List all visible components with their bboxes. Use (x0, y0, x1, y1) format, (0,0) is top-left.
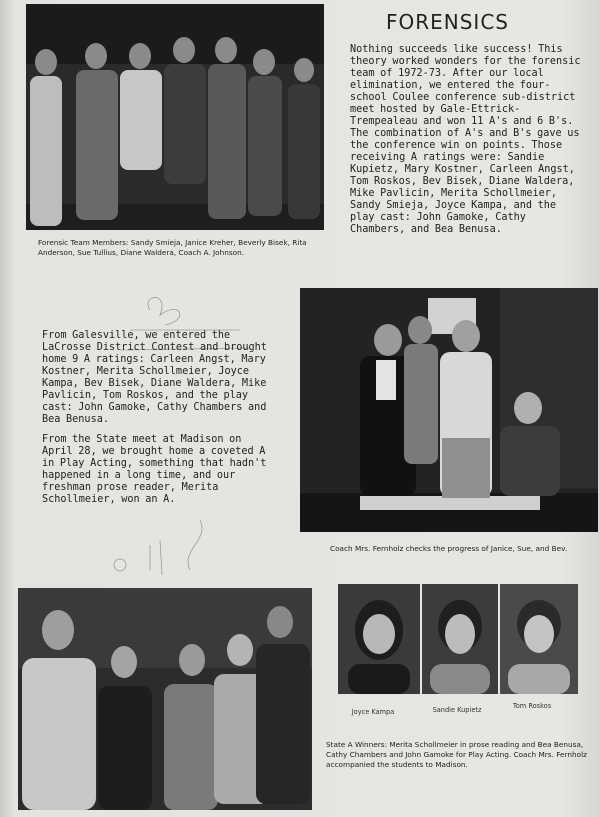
forensic-team-photo (26, 4, 324, 230)
intro-text: Nothing succeeds like success! This theory worked wonders for the forensic team of 1972-73. After our local elimination, we entered the four-school Coulee conference sub-district meet hosted by Gale-Ettrick-Trempealeau and won 11 A's and 6 B's. The combination of A's and B's gave us the conference win on points. Those receiving A ratings were: Sandie Kupietz, Mary Kostner, Carleen Angst, Tom Roskos, Bev Bisek, Diane Waldera, Mike Pavlicin, Merita Schollmeier, Sandy Smieja, Joyce Kampa, and the play cast: John Gamoke, Cathy Chambers, and Bea Benusa. (350, 44, 581, 235)
district-text: From Galesville, we entered the LaCrosse District Contest and brought home 9 A ratings: Carleen Angst, Mary Kostner, Merita Schollmeier, Joyce Kampa, Bev Bisek, Diane Waldera, Mike Pavlicin, Tom Roskos, and the play cast: John Gamoke, Cathy Chambers and Bea Benusa. (42, 330, 267, 425)
portrait-joyce (338, 584, 420, 694)
intro-paragraph (350, 44, 582, 244)
portrait-name: Tom Roskos (512, 702, 552, 710)
winners-photo (18, 588, 312, 810)
page-title: FORENSICS (386, 10, 509, 34)
state-text: From the State meet at Madison on April 28, we brought home a coveted A in Play Acting, something that hadn't happened in a long time, and our freshman prose reader, Merita Schollmeier, won an A. (42, 434, 267, 505)
winners-caption: State A Winners: Merita Schollmeier in prose reading and Bea Benusa, Cathy Chambers and John Gamoke for Play Acting. Coach Mrs. Fernholz accompanied the students to Madison. (326, 740, 587, 769)
coach-caption: Coach Mrs. Fernholz checks the progress of Janice, Sue, and Bev. (330, 544, 568, 553)
portrait-tom (500, 584, 578, 694)
district-paragraph (42, 330, 274, 514)
team-caption: Forensic Team Members: Sandy Smieja, Janice Kreher, Beverly Bisek, Rita Anderson, Sue Tullius, Diane Waldera, Coach A. Johnson. (38, 238, 307, 257)
portrait-name: Joyce Kampa (351, 708, 395, 716)
coach-photo (300, 288, 598, 532)
portrait-sandie (422, 584, 498, 694)
portrait-name: Sandie Kupietz (432, 706, 482, 714)
